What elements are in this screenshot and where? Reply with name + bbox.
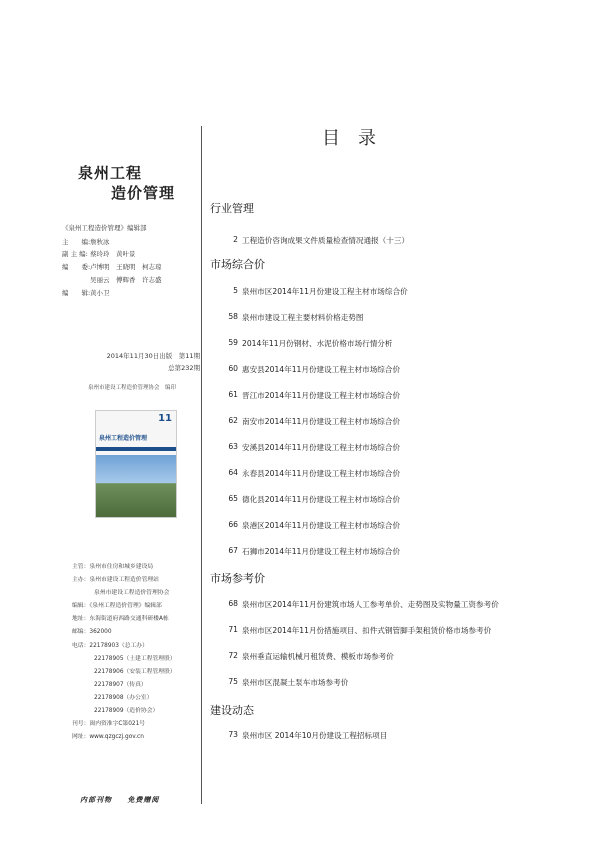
footer-free: 免费赠阅 — [127, 796, 160, 804]
toc-entry-title: 泉州市区2014年11月份措施项目、扣件式钢管脚手架租赁价格市场参考价 — [242, 626, 492, 635]
toc-entry-title: 石狮市2014年11月份建设工程主材市场综合价 — [242, 547, 401, 556]
toc-entry-title: 永春县2014年11月份建设工程主材市场综合价 — [242, 469, 401, 478]
toc-page-number: 73 — [228, 730, 238, 739]
toc-page-number: 64 — [228, 468, 238, 477]
phone-line: 电话：22178903（总工办） — [72, 642, 148, 649]
editorial-role: 主 编: — [62, 237, 91, 246]
toc-entry[interactable] — [210, 730, 590, 744]
editorial-names: 蔡玲玲 黄叶景 — [90, 250, 136, 259]
issue-publisher: 泉州市建设工程造价管理协会 编印 — [87, 385, 176, 391]
sponsor-line: 主管：泉州市住房和城乡建设局 — [72, 564, 154, 570]
website-line: 网址：www.qzgczj.gov.cn — [72, 734, 144, 741]
editorial-role — [62, 274, 90, 287]
cover-building-photo — [96, 455, 176, 517]
toc-entry-title: 泉州垂直运输机械月租赁费、模板市场参考价 — [242, 652, 394, 661]
journal-logo — [78, 162, 188, 204]
editorial-row — [62, 248, 197, 261]
phone-extra: 22178907（传真） — [94, 681, 147, 688]
toc-entry[interactable] — [210, 364, 590, 378]
editorial-role: 副 主 编: — [62, 250, 88, 259]
toc-entry-title: 晋江市2014年11月份建设工程主材市场综合价 — [242, 391, 401, 400]
table-of-contents — [210, 0, 590, 848]
toc-entry[interactable] — [210, 625, 590, 639]
toc-entry-title: 泉州市建设工程主要材料价格走势图 — [242, 313, 364, 322]
toc-entry[interactable] — [210, 286, 590, 300]
masthead-column — [0, 0, 200, 848]
editorial-board — [62, 222, 197, 299]
editorial-names: 吴丽云 傅辉香 许志盛 — [90, 275, 162, 284]
footer-internal: 内部刊物 — [80, 796, 112, 804]
permit-line: 刊号：闽内资准字C第021号 — [72, 721, 146, 728]
editor-line: 编辑：《泉州工程造价管理》编辑部 — [72, 603, 162, 610]
toc-entry[interactable] — [210, 235, 590, 249]
toc-entry[interactable] — [210, 677, 590, 691]
editorial-names: 詹秋冰 — [90, 237, 110, 246]
editorial-role: 编 辑: — [62, 288, 91, 297]
editorial-role: 编 委: — [62, 263, 91, 272]
cover-thumbnail — [95, 410, 177, 518]
host-line: 主办：泉州市建设工程造价管理站 — [72, 577, 159, 584]
phone-extra: 22178905（土建工程管理股） — [94, 655, 176, 662]
toc-entry[interactable] — [210, 546, 590, 560]
issue-total: 总第232期 — [168, 364, 200, 372]
toc-entry[interactable] — [210, 520, 590, 534]
cover-issue-number: 11 — [158, 413, 172, 424]
toc-page-number: 2 — [233, 235, 238, 244]
toc-page-number: 5 — [233, 286, 238, 295]
editorial-row — [62, 236, 197, 249]
toc-section-heading: 建设动态 — [210, 704, 254, 717]
toc-entry[interactable] — [210, 442, 590, 456]
toc-section-heading: 市场综合价 — [210, 258, 265, 271]
editorial-heading: 《泉州工程造价管理》编辑部 — [62, 224, 147, 232]
toc-entry-title: 南安市2014年11月份建设工程主材市场综合价 — [242, 417, 401, 426]
contact-info — [72, 561, 200, 744]
editorial-row — [62, 274, 197, 287]
toc-entry[interactable] — [210, 390, 590, 404]
toc-entry-title: 泉州市区 2014年10月份建设工程招标项目 — [242, 731, 388, 740]
toc-page-number: 71 — [228, 625, 238, 634]
toc-entry-title: 惠安县2014年11月份建设工程主材市场综合价 — [242, 365, 401, 374]
editorial-names: 卢博明 王晓明 柯志琼 — [90, 263, 162, 272]
toc-entry-title: 泉港区2014年11月份建设工程主材市场综合价 — [242, 521, 401, 530]
phone-extra: 22178909（造价协会） — [94, 708, 159, 715]
editorial-names: 黄小卫 — [90, 288, 110, 297]
toc-section-heading: 市场参考价 — [210, 572, 265, 585]
toc-entry-title: 泉州市区2014年11月份建设工程主材市场综合价 — [242, 287, 408, 296]
editorial-row — [62, 287, 197, 300]
logo-line-1: 泉州工程 — [78, 164, 143, 182]
cover-stripe — [96, 447, 176, 451]
toc-entry-title: 安溪县2014年11月份建设工程主材市场综合价 — [242, 443, 401, 452]
editorial-row — [62, 261, 197, 274]
toc-page-number: 72 — [228, 651, 238, 660]
toc-entry[interactable] — [210, 312, 590, 326]
toc-entry-title: 2014年11月份钢材、水泥价格市场行情分析 — [242, 339, 393, 348]
toc-entry[interactable] — [210, 599, 590, 613]
toc-entry-title: 德化县2014年11月份建设工程主材市场综合价 — [242, 495, 401, 504]
toc-entry-title: 泉州市区混凝土泵车市场参考价 — [242, 678, 349, 687]
toc-page-number: 65 — [228, 494, 238, 503]
phone-extra: 22178906（安装工程管理股） — [94, 668, 176, 675]
toc-entry-title: 工程造价咨询成果文件质量检查情况通报（十三） — [242, 236, 410, 245]
address-line: 地址：东海街道府西路交通科研楼A栋 — [72, 616, 169, 623]
toc-page-number: 60 — [228, 364, 238, 373]
host-line: 泉州市建设工程造价管理协会 — [94, 590, 170, 597]
toc-page-number: 58 — [228, 312, 238, 321]
toc-page-number: 59 — [228, 338, 238, 347]
phone-extra: 22178908（办公室） — [94, 694, 153, 701]
logo-line-2: 造价管理 — [111, 184, 176, 202]
toc-page-number: 68 — [228, 599, 238, 608]
toc-entry[interactable] — [210, 651, 590, 665]
issue-info — [72, 350, 200, 374]
toc-entry-title: 泉州市区2014年11月份建筑市场人工参考单价、走势图及实物量工资参考价 — [242, 600, 499, 609]
column-divider — [201, 126, 202, 804]
toc-page-number: 66 — [228, 520, 238, 529]
toc-entry[interactable] — [210, 338, 590, 352]
toc-page-number: 75 — [228, 677, 238, 686]
footer-note — [80, 795, 171, 805]
toc-entry[interactable] — [210, 468, 590, 482]
issue-date: 2014年11月30日出版 第11期 — [106, 352, 200, 360]
toc-page-number: 62 — [228, 416, 238, 425]
toc-page-number: 61 — [228, 390, 238, 399]
toc-page-number: 63 — [228, 442, 238, 451]
toc-section-heading: 行业管理 — [210, 202, 254, 215]
toc-page-number: 67 — [228, 546, 238, 555]
postcode-line: 邮编：362000 — [72, 629, 112, 636]
toc-title: 目录 — [322, 128, 394, 149]
cover-title: 泉州工程造价管理 — [99, 435, 148, 442]
toc-entry[interactable] — [210, 416, 590, 430]
toc-entry[interactable] — [210, 494, 590, 508]
